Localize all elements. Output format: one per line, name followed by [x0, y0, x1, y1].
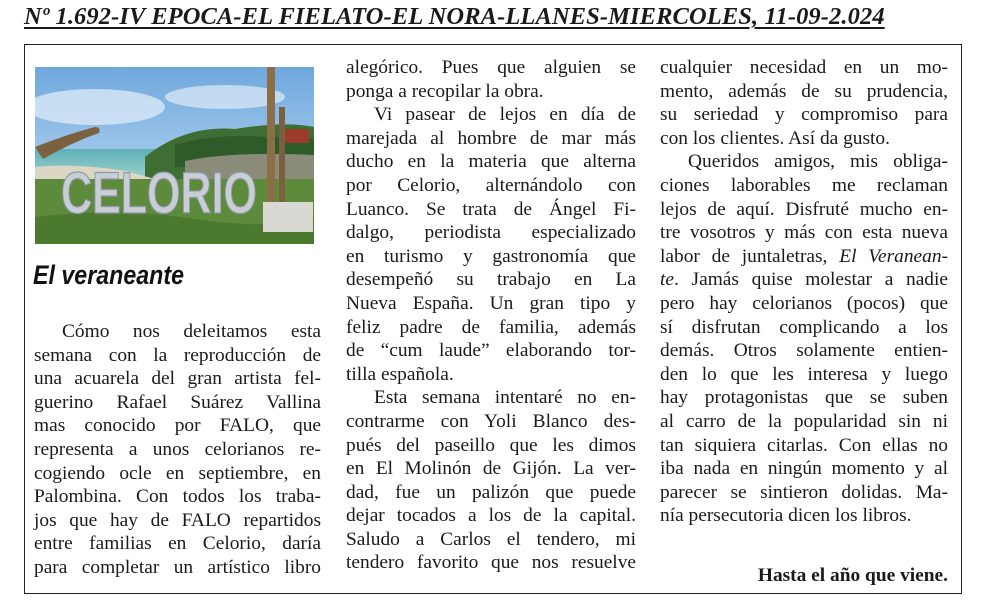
text-line: jos que hay de FALO repartidos — [34, 509, 321, 531]
text-fragment: labor de juntaletras, — [660, 245, 828, 267]
text-fragment: . Jamás quise molestar a nadie — [674, 269, 948, 291]
italic-title-fragment-end: te — [660, 269, 674, 291]
text-line: marejada al hombre de mar más — [346, 127, 636, 149]
text-line: pués del paseillo que les dimos — [346, 434, 636, 456]
text-line: ducho en la materia que alterna — [346, 151, 636, 173]
text-line: ponga a recopilar la obra. — [346, 80, 544, 102]
text-line: en turismo y gastronomía que — [346, 245, 636, 267]
text-line: feliz padre de familia, además — [346, 316, 636, 338]
text-line: entre familias en Celorio, daría — [34, 533, 321, 555]
text-line: Palombina. Con todos los traba- — [34, 486, 321, 508]
text-line: hay protagonistas que se suben — [660, 387, 948, 409]
text-line: alegórico. Pues que alguien se — [346, 57, 636, 78]
text-line: nía persecutoria dicen los libros. — [660, 505, 912, 527]
text-line: Nueva España. Un gran tipo y — [346, 292, 636, 314]
text-line: con los clientes. Así da gusto. — [660, 127, 890, 149]
text-line-with-italic — [660, 268, 948, 292]
text-line: pero hay celorianos (pocos) que — [660, 292, 948, 314]
text-line: cogiendo ocle en septiembre, en — [34, 462, 321, 484]
text-line: por Celorio, alternándolo con — [346, 174, 636, 196]
text-line: su seriedad y compromiso para — [660, 104, 948, 126]
text-line: dejar tocados a los de la capital. — [346, 505, 636, 527]
text-line: den lo que les interesa y luego — [660, 363, 948, 385]
text-line: Cómo nos deleitamos esta — [62, 321, 321, 342]
text-line: parecer se sintieron dolidas. Ma- — [660, 481, 948, 503]
celorio-photo — [35, 67, 314, 244]
text-line: demás. Otros solamente entien- — [660, 340, 948, 362]
text-line: desempeñó su trabajo en La — [346, 269, 636, 291]
text-line: ciones laborables me reclaman — [660, 174, 948, 196]
text-line: Luanco. Se trata de Ángel Fi- — [346, 198, 636, 220]
text-line: cualquier necesidad en un mo- — [660, 57, 948, 78]
text-line: en El Molinón de Gijón. La ver- — [346, 458, 636, 480]
text-line: una acuarela del gran artista fel- — [34, 368, 321, 390]
column-1 — [34, 320, 321, 580]
text-line: semana con la reproducción de — [34, 344, 321, 366]
text-line: tilla española. — [346, 363, 454, 385]
sign-text: CELORIO — [61, 161, 257, 226]
text-line: tan siquiera citarlas. Con ellas no — [660, 434, 948, 456]
text-line: contrarme con Yoli Blanco des- — [346, 410, 636, 432]
text-line: mento, además de su prudencia, — [660, 80, 948, 102]
article-title: El veraneante — [33, 260, 185, 290]
text-line-with-italic — [660, 245, 948, 269]
text-line: Vi pasear de lejos en día de — [374, 104, 636, 126]
celorio-sign — [61, 161, 257, 226]
text-line: lejos de aquí. Disfruté mucho en- — [660, 198, 948, 220]
text-line: dad, fue un palizón que puede — [346, 481, 636, 503]
text-line: Queridos amigos, mis obliga- — [688, 151, 948, 173]
text-line: para completar un artístico libro — [34, 556, 321, 578]
text-line: Esta semana intentaré no en- — [374, 387, 636, 409]
masthead: Nº 1.692-IV EPOCA-EL FIELATO-EL NORA-LLANES-MIERCOLES, 11-09-2.024 — [24, 3, 885, 30]
italic-title-fragment: El Veranean- — [839, 245, 948, 267]
text-line: iba nada en ningún momento y al — [660, 458, 948, 480]
signoff: Hasta el año que viene. — [757, 565, 948, 586]
text-line: mas conocido por FALO, que — [34, 415, 321, 437]
text-line: representa a unos celorianos re- — [34, 438, 321, 460]
text-line: al carro de la popularidad sin ni — [660, 410, 948, 432]
text-line: sí disfrutan complicando a los — [660, 316, 948, 338]
text-line: Saludo a Carlos el tendero, mi — [346, 528, 636, 550]
column-3 — [660, 56, 948, 528]
text-line: dalgo, periodista especializado — [346, 222, 636, 244]
text-line: de “cum laude” elaborando tor- — [346, 340, 636, 362]
text-line: tre vosotros y más con esta nueva — [660, 222, 948, 244]
text-line: guerino Rafael Suárez Vallina — [34, 391, 321, 413]
column-2 — [346, 56, 636, 575]
text-line: tendero favorito que nos resuelve — [346, 552, 636, 574]
